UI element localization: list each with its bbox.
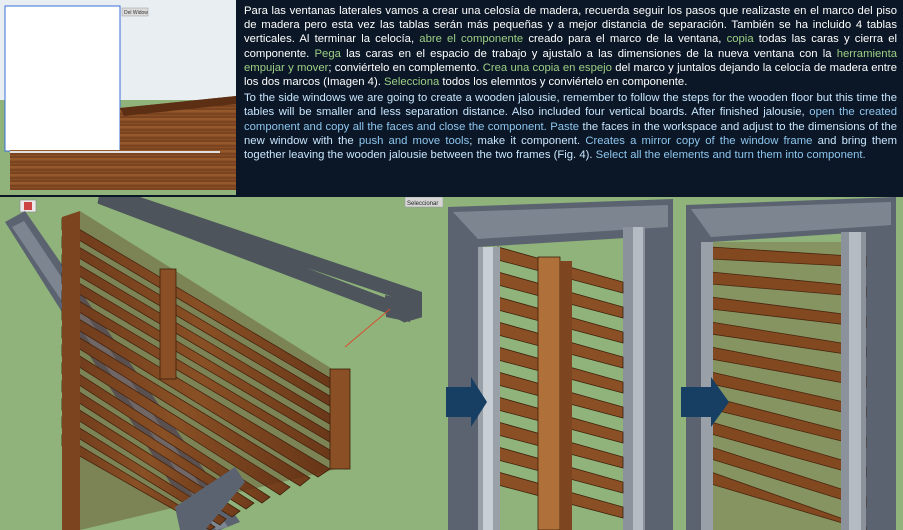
highlight-text: Creates a mirror copy of the window frame	[585, 134, 813, 147]
highlight-text: herramienta empujar y mover	[244, 47, 897, 74]
highlight-text: abre el componente	[419, 33, 524, 46]
top-screen-tag: Del Widow	[124, 10, 148, 16]
body-text: Para las ventanas laterales vamos a crear una celosía de madera, recuerda seguir los pasos que realizaste en el marco del piso de madera pero esta vez las tablas serán más pequeñas y a mejor distancia de separación. También se ha incluido 4 tablas verticales. Al terminar la celocía,	[244, 5, 897, 46]
body-text: todos los elemntos y conviértelo en componente.	[439, 76, 688, 89]
jalousie-frame-illustration	[0, 197, 443, 530]
body-text: creado para el marco de la ventana,	[523, 33, 727, 46]
body-text: and bring them together leaving the wooden jalousie between the two frames (Fig. 4).	[244, 134, 897, 162]
instructions-text	[238, 0, 903, 197]
body-text: To the side windows we are going to create a wooden jalousie, remember to follow the steps for the wooden floor but this time the tables will be smaller and less separation distance. Also included four vertical boards. After finished jalousie,	[244, 92, 897, 119]
spanish-paragraph	[244, 4, 897, 89]
jalousie-screenshot-3	[681, 197, 903, 530]
mid-screen-tag: Seleccionar	[407, 201, 439, 207]
highlight-text: Paste	[550, 120, 580, 133]
jalousie-closeup-illustration	[443, 197, 681, 530]
highlight-text: Selecciona	[384, 76, 440, 89]
body-text: las caras en el espacio de trabajo y ajustalo a las dimensiones de la nueva ventana con la	[340, 47, 837, 60]
body-text: ; make it component.	[469, 134, 586, 147]
jalousie-screenshot-1	[0, 197, 443, 530]
highlight-text: push and move tools	[358, 134, 470, 147]
highlight-text: Pega	[314, 47, 341, 60]
body-text: the faces in the workspace and adjust to the dimensions of the new window with the	[244, 120, 898, 147]
body-text: ; conviértelo en complemento.	[328, 61, 483, 74]
highlight-text: open the created component and copy all the faces and close the component.	[244, 106, 897, 133]
jalousie-final-illustration	[681, 197, 903, 530]
body-text: todas las caras y cierra el componente.	[244, 33, 898, 60]
highlight-text: copia	[726, 33, 754, 46]
floor-frame-screenshot	[0, 0, 236, 195]
floor-frame-illustration	[0, 0, 236, 195]
jalousie-screenshot-2	[443, 197, 681, 530]
highlight-text: Select all the elements and turn them into component.	[595, 149, 866, 162]
highlight-text: Crea una copia en espejo	[482, 61, 612, 74]
body-text: del marco y juntalos dejando la celocía de madera entre los dos marcos (Imagen 4).	[244, 61, 897, 89]
english-paragraph	[244, 91, 897, 162]
